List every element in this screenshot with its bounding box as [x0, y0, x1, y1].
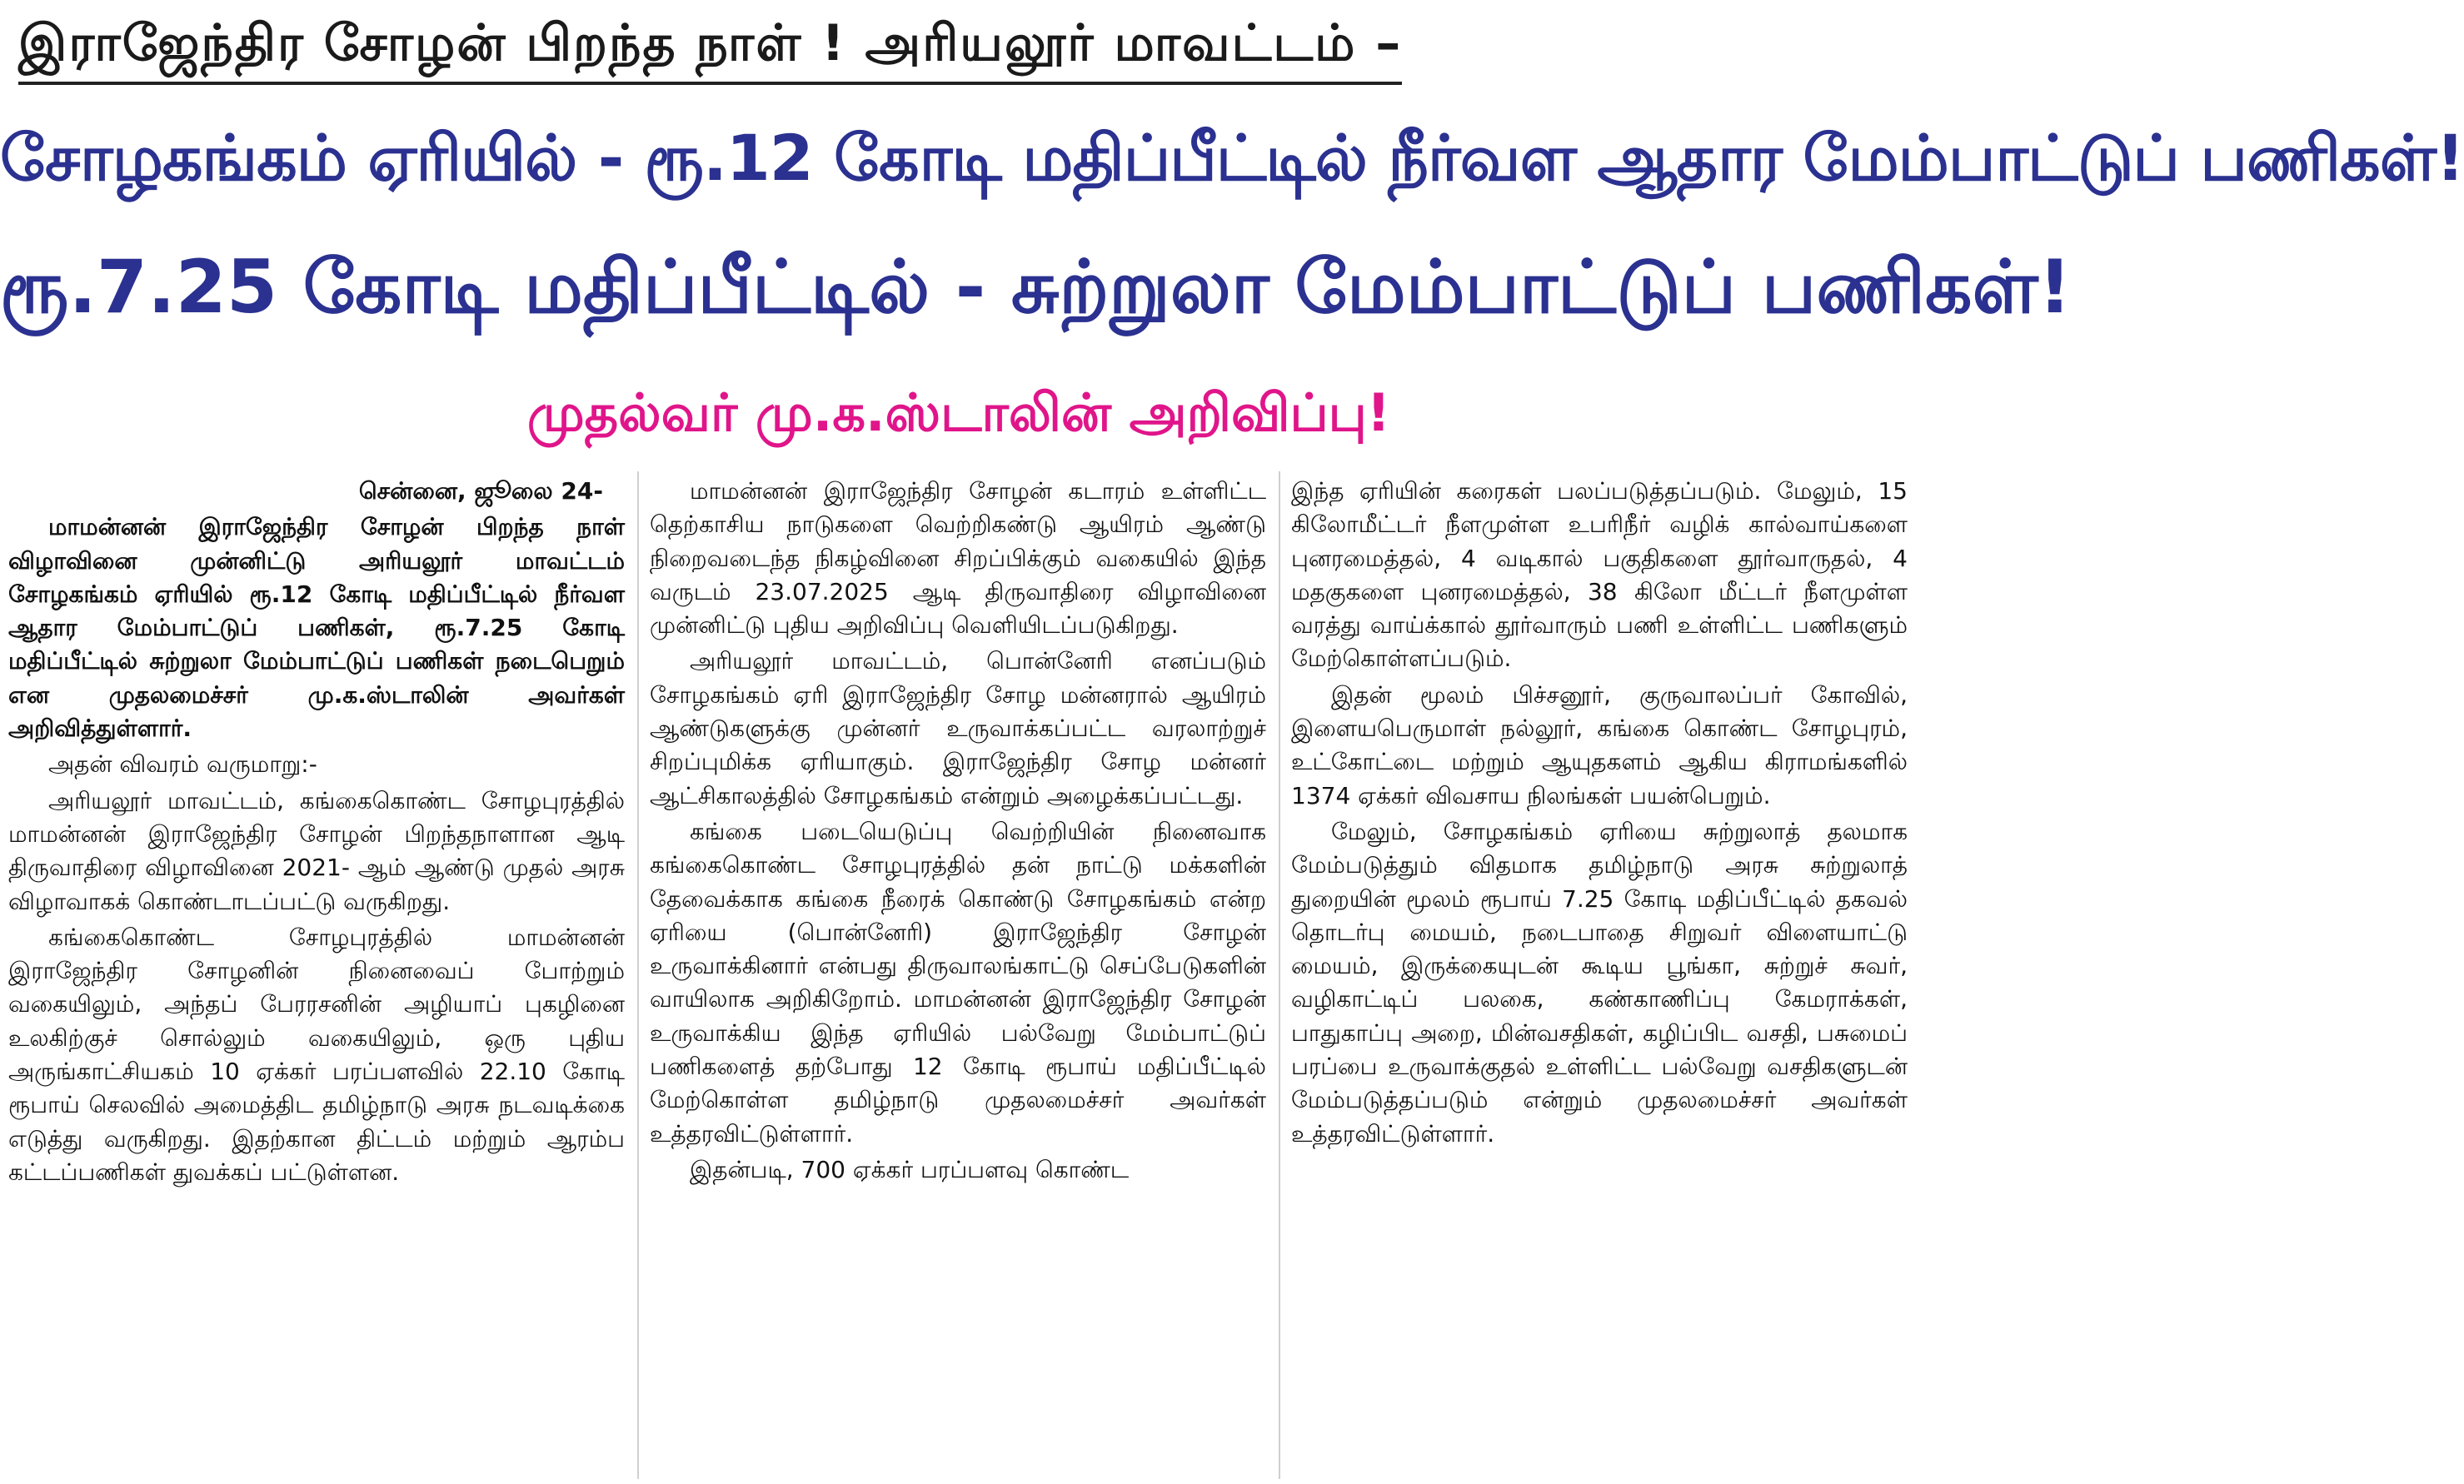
main-headline-2: ரூ.7.25 கோடி மதிப்பீட்டில் - சுற்றுலா மேம்பாட்டுப் பணிகள்! [0, 244, 2072, 330]
lead-paragraph: மாமன்னன் இராஜேந்திர சோழன் பிறந்த நாள் விழாவினை முன்னிட்டு அரியலூர் மாவட்டம் சோழகங்கம் ஏரியில் ரூ.12 கோடி மதிப்பீட்டில் நீர்வள ஆதார மேம்பாட்டுப் பணிகள், ரூ.7.25 கோடி மதிப்பீட்டில் சுற்றுலா மேம்பாட்டுப் பணிகள் நடைபெறும் என முதலமைச்சர் மு.க.ஸ்டாலின் அவர்கள் அறிவித்துள்ளார். [8, 513, 625, 743]
article-column-3 [1291, 475, 1908, 1479]
body-paragraph: அதன் விவரம் வருமாறு:- [48, 750, 317, 779]
body-paragraph: இதன் மூலம் பிச்சனூர், குருவாலப்பர் கோவில், இளையபெருமாள் நல்லூர், கங்கை கொண்ட சோழபுரம், உட்கோட்டை மற்றும் ஆயுதகளம் ஆகிய கிராமங்களில் 1374 ஏக்கர் விவசாய நிலங்கள் பயன்பெறும். [1291, 680, 1908, 809]
column-divider [1279, 471, 1280, 1479]
body-paragraph: மாமன்னன் இராஜேந்திர சோழன் கடாரம் உள்ளிட்ட தெற்காசிய நாடுகளை வெற்றிகண்டு ஆயிரம் ஆண்டு நிறைவடைந்த நிகழ்வினை சிறப்பிக்கும் வகையில் இந்த வருடம் 23.07.2025 ஆடி திருவாதிரை விழாவினை முன்னிட்டு புதிய அறிவிப்பு வெளியிடப்படுகிறது. [650, 477, 1266, 640]
body-paragraph: அரியலூர் மாவட்டம், கங்கைகொண்ட சோழபுரத்தில் மாமன்னன் இராஜேந்திர சோழன் பிறந்தநாளான ஆடி திருவாதிரை விழாவினை 2021- ஆம் ஆண்டு முதல் அரசு விழாவாகக் கொண்டாடப்பட்டு வருகிறது. [8, 786, 625, 915]
main-headline-1: சோழகங்கம் ஏரியில் - ரூ.12 கோடி மதிப்பீட்டில் நீர்வள ஆதார மேம்பாட்டுப் பணிகள்! [0, 121, 2464, 195]
dateline: சென்னை, ஜூலை 24- [358, 477, 603, 505]
subheadline: முதல்வர் மு.க.ஸ்டாலின் அறிவிப்பு! [526, 382, 1391, 443]
article-column-1 [8, 475, 625, 1479]
article-column-2 [650, 475, 1266, 1479]
body-paragraph: கங்கைகொண்ட சோழபுரத்தில் மாமன்னன் இராஜேந்திர சோழனின் நினைவைப் போற்றும் வகையிலும், அந்தப் பேரரசனின் அழியாப் புகழினை உலகிற்குச் சொல்லும் வகையிலும், ஒரு புதிய அருங்காட்சியகம் 10 ஏக்கர் பரப்பளவில் 22.10 கோடி ரூபாய் செலவில் அமைத்திட தமிழ்நாடு அரசு நடவடிக்கை எடுத்து வருகிறது. இதற்கான திட்டம் மற்றும் ஆரம்ப கட்டப்பணிகள் துவக்கப் பட்டுள்ளன. [8, 923, 625, 1186]
body-paragraph: இந்த ஏரியின் கரைகள் பலப்படுத்தப்படும். மேலும், 15 கிலோமீட்டர் நீளமுள்ள உபரிநீர் வழிக் கால்வாய்களை புனரமைத்தல், 4 வடிகால் பகுதிகளை தூர்வாருதல், 4 மதகுகளை புனரமைத்தல், 38 கிலோ மீட்டர் நீளமுள்ள வரத்து வாய்க்கால் தூர்வாரும் பணி உள்ளிட்ட பணிகளும் மேற்கொள்ளப்படும். [1291, 477, 1908, 673]
column-divider [637, 471, 639, 1479]
body-paragraph: மேலும், சோழகங்கம் ஏரியை சுற்றுலாத் தலமாக மேம்படுத்தும் விதமாக தமிழ்நாடு அரசு சுற்றுலாத் துறையின் மூலம் ரூபாய் 7.25 கோடி மதிப்பீட்டில் தகவல் தொடர்பு மையம், நடைபாதை சிறுவர் விளையாட்டு மையம், இருக்கையுடன் கூடிய பூங்கா, சுற்றுச் சுவர், வழிகாட்டிப் பலகை, கண்காணிப்பு கேமராக்கள், பாதுகாப்பு அறை, மின்வசதிகள், கழிப்பிட வசதி, பசுமைப் பரப்பை உருவாக்குதல் உள்ளிட்ட பல்வேறு வசதிகளுடன் மேம்படுத்தப்படும் என்றும் முதலமைச்சர் அவர்கள் உத்தரவிட்டுள்ளார். [1291, 817, 1908, 1148]
body-paragraph: கங்கை படையெடுப்பு வெற்றியின் நினைவாக கங்கைகொண்ட சோழபுரத்தில் தன் நாட்டு மக்களின் தேவைக்காக கங்கை நீரைக் கொண்டு சோழகங்கம் என்ற ஏரியை (பொன்னேரி) இராஜேந்திர சோழன் உருவாக்கினார் என்பது திருவாலங்காட்டு செப்பேடுகளின் வாயிலாக அறிகிறோம். மாமன்னன் இராஜேந்திர சோழன் உருவாக்கிய இந்த ஏரியில் பல்வேறு மேம்பாட்டுப் பணிகளைத் தற்போது 12 கோடி ரூபாய் மதிப்பீட்டில் மேற்கொள்ள தமிழ்நாடு முதலமைச்சர் அவர்கள் உத்தரவிட்டுள்ளார். [650, 817, 1266, 1148]
body-paragraph: இதன்படி, 700 ஏக்கர் பரப்பளவு கொண்ட [690, 1155, 1130, 1183]
body-paragraph: அரியலூர் மாவட்டம், பொன்னேரி எனப்படும் சோழகங்கம் ஏரி இராஜேந்திர சோழ மன்னரால் ஆயிரம் ஆண்டுகளுக்கு முன்னர் உருவாக்கப்பட்ட வரலாற்றுச் சிறப்புமிக்க ஏரியாகும். இராஜேந்திர சோழ மன்னர் ஆட்சிகாலத்தில் சோழகங்கம் என்றும் அழைக்கப்பட்டது. [650, 647, 1266, 809]
kicker-headline: இராஜேந்திர சோழன் பிறந்த நாள் ! அரியலூர் மாவட்டம் – [18, 7, 1402, 85]
